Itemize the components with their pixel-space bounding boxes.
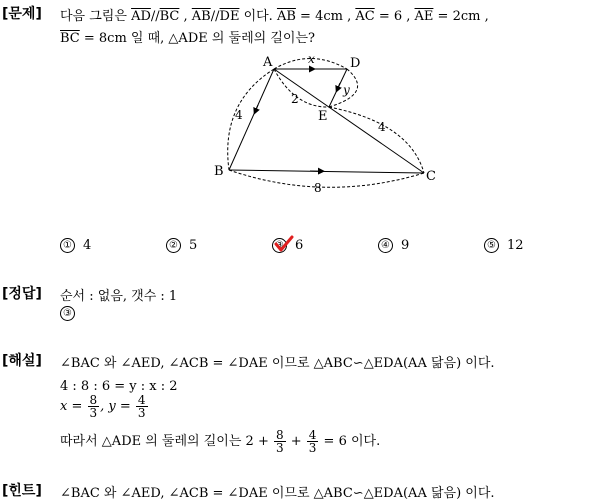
segment-ac: $\overline{AC}$ [355,9,374,24]
segment-de: $\overline{DE}$ [220,9,240,24]
denominator: 3 [307,442,319,454]
solution-tag: [해설] [2,350,42,370]
fraction-1 [274,429,286,454]
answer-mark [60,306,83,321]
denominator: 3 [88,407,100,419]
choice-number: ② [166,238,181,253]
choice-number: ④ [378,238,393,253]
fraction-x [88,394,100,419]
parallel-symbol: // [211,9,220,24]
hint-line-1: ∠BAC 와 ∠AED, ∠ACB = ∠DAE 이므로 △ABC∽△EDA(AA 닮음) 이다. [60,482,495,501]
choice-value: 6 [295,238,303,253]
label-bc-length: 8 [314,181,322,195]
problem-text: 이다. [239,9,277,24]
point-b-label: B [214,164,224,179]
segment-ab: $\overline{AB}$ [277,9,296,24]
parallel-arrow-ab [255,105,258,112]
answer-tag: [정답] [2,283,42,303]
segment-ad: $\overline{AD}$ [131,9,151,24]
label-ab-length: 4 [235,108,243,122]
label-x: x [308,52,315,66]
segment-bc: $\overline{BC}$ [160,9,180,24]
fraction-2 [307,429,319,454]
parallel-symbol: // [151,9,160,24]
numerator: 4 [307,429,319,442]
fraction-y [136,394,148,419]
label-ec-length: 4 [378,120,386,134]
point-d-label: D [350,56,360,71]
numerator: 8 [274,429,286,442]
choice-1[interactable] [60,238,91,253]
choice-number: ③ [272,238,287,253]
numerator: 4 [136,394,148,407]
y-equation: , y = [100,399,135,414]
choice-value: 5 [189,238,197,253]
choice-number: ⑤ [484,238,499,253]
problem-tag: [문제] [2,3,42,23]
length-ae: = 2cm , [433,9,488,24]
length-ab: = 4cm , [296,9,355,24]
problem-line-1 [60,5,489,24]
x-equation: x = [60,399,87,414]
separator: , [179,9,191,24]
point-c-label: C [426,169,436,184]
solution-line-2: 4 : 8 : 6 = y : x : 2 [60,379,178,394]
hint-tag: [힌트] [2,480,42,500]
plus-sign: + [287,434,306,449]
solution-text: 따라서 △ADE 의 둘레의 길이는 2 + [60,434,273,449]
choice-value: 4 [83,238,91,253]
problem-line-2 [60,27,315,46]
choice-5[interactable] [484,238,524,253]
problem-question: = 8cm 일 때, △ADE 의 둘레의 길이는? [80,31,315,46]
segment-ab: $\overline{AB}$ [192,9,211,24]
solution-line-1: ∠BAC 와 ∠AED, ∠ACB = ∠DAE 이므로 △ABC∽△EDA(AA 닮음) 이다. [60,352,495,371]
answer-info: 순서 : 없음, 갯수 : 1 [60,285,177,304]
choice-2[interactable] [166,238,197,253]
segment-ae: $\overline{AE}$ [415,9,434,24]
point-e-label: E [318,109,328,124]
denominator: 3 [274,442,286,454]
choice-4[interactable] [378,238,409,253]
label-ae-length: 2 [291,92,299,106]
denominator: 3 [136,407,148,419]
choice-value: 12 [507,238,524,253]
segment-bc: $\overline{BC}$ [60,31,80,46]
triangle-figure [200,48,450,198]
point-a-label: A [262,55,273,70]
check-mark-icon [274,234,294,254]
length-ac: = 6 , [375,9,415,24]
parallel-arrow-de [337,83,340,90]
solution-line-4 [60,429,380,454]
answer-number: ③ [60,306,75,321]
label-y: y [342,83,350,97]
choice-number: ① [60,238,75,253]
solution-text: = 6 이다. [319,434,380,449]
choice-value: 9 [401,238,409,253]
side-bc [229,170,424,173]
solution-line-3 [60,394,149,419]
numerator: 8 [88,394,100,407]
problem-text: 다음 그림은 [60,9,131,24]
